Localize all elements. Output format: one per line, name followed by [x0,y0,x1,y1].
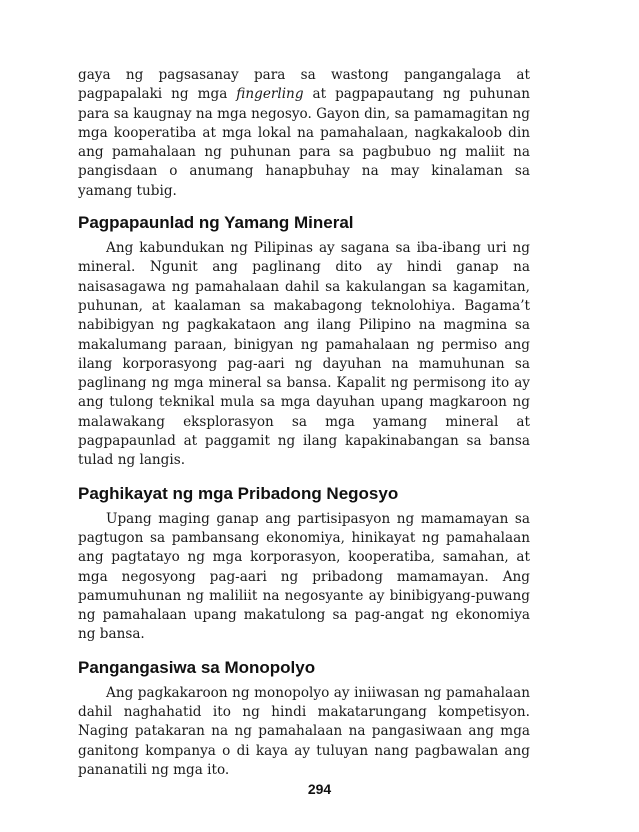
section-heading-yamang-mineral: Pagpapaunlad ng Yamang Mineral [78,213,354,233]
section-body-pribadong-negosyo: Upang maging ganap ang partisipasyon ng mamamayan sa pagtugon sa pambansang ekonomiya, hinikayat ng pamahalaan ang pagtatayo ng mga korporasyon, kooperatiba, samahan, at mga negosyong pag-aari ng pribadong mamamayan. Ang pamumuhunan ng maliliit na negosyante ay binibigyang-puwang ng pamahalaan upang makatulong sa pag-angat ng ekonomiya ng bansa. [78,510,530,643]
section-body-monopolyo: Ang pagkakaroon ng monopolyo ay iniiwasan ng pamahalaan dahil naghahatid ito ng hindi makatarungang kompetisyon. Naging patakaran na ng pamahalaan na pangasiwaan ang mga ganitong kompanya o di kaya ay tuluyan nang pagbawalan ang pananatili ng mga ito. [78,684,530,778]
section-heading-monopolyo: Pangangasiwa sa Monopolyo [78,657,316,677]
section-heading-pribadong-negosyo: Paghikayat ng mga Pribadong Negosyo [78,483,399,503]
intro-text-end: at pagpapautang ng puhunan para sa kaugnay na mga negosyo. Gayon din, sa pamamagitan ng mga kooperatiba at mga lokal na pamahalaan, nagkakaloob din ang pamahalaan ng puhunan para sa pagbubuo ng maliit na pangisdaan o anumang hanapbuhay na may kinalaman sa yamang tubig. [78,86,530,199]
intro-text-start: gaya ng pagsasanay para sa wastong pangangalaga at pagpapalaki ng mga [78,67,530,103]
intro-paragraph [78,66,530,201]
intro-italic-term: fingerling [236,86,304,103]
section-body-yamang-mineral: Ang kabundukan ng Pilipinas ay sagana sa iba-ibang uri ng mineral. Ngunit ang paglinang dito ay hindi ganap na naisasagawa ng pamahalaan dahil sa kakulangan sa kagamitan, puhunan, at kaalaman sa makabagong teknolohiya. Bagama’t nabibigyan ng pagkakataon ang ilang Pilipino na magmina sa makalumang paraan, binigyan ng pamahalaan ng permiso ang ilang korporasyong pag-aari ng dayuhan na mamuhunan sa paglinang ng mga mineral sa bansa. Kapalit ng permisong ito ay ang tulong teknikal mula sa mga dayuhan upang magkaroon ng malawakang eksplorasyon sa mga yamang mineral at pagpapaunlad at paggamit ng ilang kapakinabangan sa bansa tulad ng langis. [78,240,530,469]
page-number: 294 [307,781,332,797]
page-content [78,66,530,780]
